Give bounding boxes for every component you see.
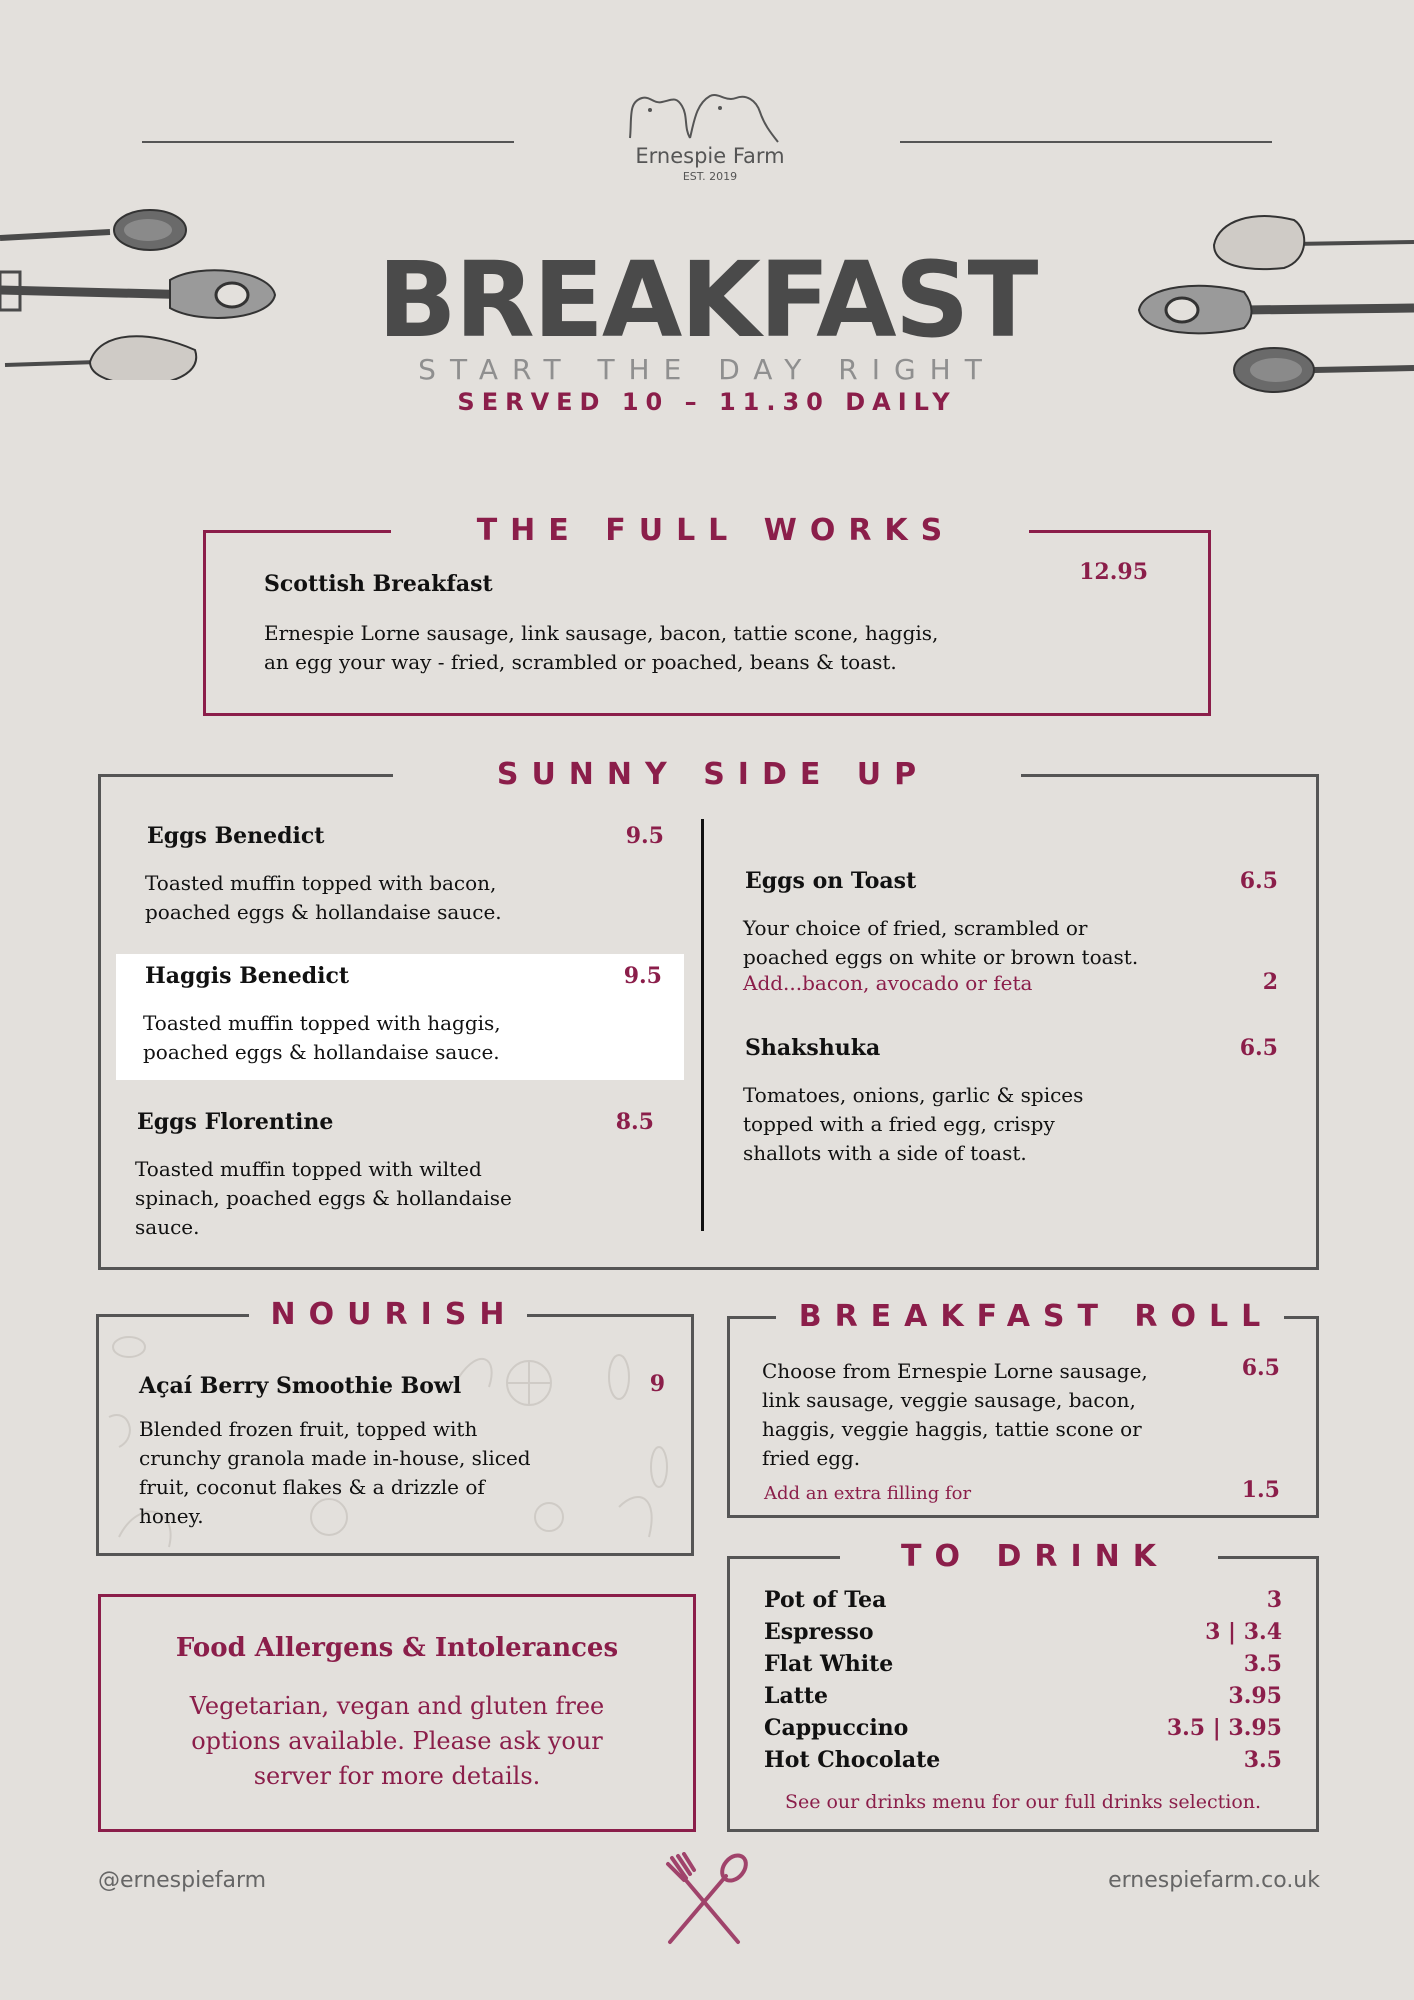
section-title-nourish: NOURISH	[249, 1291, 527, 1339]
desc-line: Blended frozen fruit, topped with	[139, 1417, 478, 1441]
crossed-fork-spoon-icon	[656, 1852, 752, 1948]
breakfast-roll-section	[727, 1299, 1319, 1518]
desc-line: Toasted muffin topped with wilted	[135, 1157, 482, 1181]
item-desc-haggis-benedict	[143, 1009, 663, 1067]
section-title-full-works: THE FULL WORKS	[391, 507, 1029, 555]
item-price-haggis-benedict: 9.5	[623, 963, 662, 989]
section-title-to-drink: TO DRINK	[840, 1533, 1218, 1581]
drink-name: Flat White	[764, 1651, 894, 1677]
drink-price: 3.5	[1243, 1651, 1282, 1677]
desc-line: fried egg.	[762, 1446, 861, 1470]
desc-line: topped with a fried egg, crispy	[743, 1112, 1055, 1136]
item-price-eggs-on-toast: 6.5	[1239, 868, 1278, 894]
desc-line: fruit, coconut flakes & a drizzle of	[139, 1475, 485, 1499]
addon-eggs-on-toast: Add...bacon, avocado or feta	[743, 971, 1033, 995]
section-title-sunny-side-up: SUNNY SIDE UP	[393, 751, 1021, 799]
desc-line: poached eggs & hollandaise sauce.	[145, 900, 502, 924]
item-name-scottish-breakfast: Scottish Breakfast	[264, 571, 493, 597]
drinks-note: See our drinks menu for our full drinks selection.	[784, 1791, 1262, 1813]
item-price-eggs-florentine: 8.5	[615, 1109, 654, 1135]
footer-website: ernespiefarm.co.uk	[1108, 1868, 1320, 1893]
allergens-line: Vegetarian, vegan and gluten free	[189, 1692, 605, 1720]
drink-name: Pot of Tea	[764, 1587, 887, 1613]
item-desc-eggs-florentine	[135, 1155, 675, 1242]
drink-row	[764, 1747, 1282, 1779]
footer-social: @ernespiefarm	[98, 1868, 267, 1893]
item-desc-scottish-breakfast	[264, 619, 1144, 677]
logo-est: EST. 2019	[682, 170, 738, 183]
desc-line: Choose from Ernespie Lorne sausage,	[762, 1359, 1148, 1383]
item-name-acai-bowl: Açaí Berry Smoothie Bowl	[139, 1373, 462, 1399]
drink-name: Hot Chocolate	[764, 1747, 941, 1773]
addon-price-eggs-on-toast: 2	[1262, 969, 1278, 995]
addon-price-extra-filling: 1.5	[1241, 1477, 1280, 1503]
nourish-section	[96, 1297, 694, 1556]
header-rule-right	[900, 141, 1272, 143]
item-name-eggs-benedict: Eggs Benedict	[147, 823, 325, 849]
full-works-section	[203, 513, 1211, 716]
logo	[620, 88, 800, 188]
drink-price: 3.95	[1228, 1683, 1282, 1709]
logo-name: Ernespie Farm	[635, 144, 785, 168]
drink-price: 3	[1266, 1587, 1282, 1613]
cutlery-sketch-left-icon	[0, 200, 280, 380]
drink-row	[764, 1651, 1282, 1683]
addon-extra-filling: Add an extra filling for	[764, 1483, 972, 1504]
desc-line: poached eggs on white or brown toast.	[743, 945, 1139, 969]
drink-price: 3 | 3.4	[1205, 1619, 1282, 1645]
desc-line: Your choice of fried, scrambled or	[743, 916, 1088, 940]
allergens-line: options available. Please ask your	[191, 1727, 603, 1755]
desc-line: Ernespie Lorne sausage, link sausage, bacon, tattie scone, haggis,	[264, 621, 939, 645]
desc-line: haggis, veggie haggis, tattie scone or	[762, 1417, 1142, 1441]
desc-line: an egg your way - fried, scrambled or poached, beans & toast.	[264, 650, 897, 674]
drink-row	[764, 1587, 1282, 1619]
drink-price: 3.5	[1243, 1747, 1282, 1773]
desc-line: shallots with a side of toast.	[743, 1141, 1027, 1165]
section-title-breakfast-roll: BREAKFAST ROLL	[776, 1293, 1284, 1341]
item-price-acai-bowl: 9	[649, 1371, 665, 1397]
item-desc-eggs-benedict	[145, 869, 665, 927]
item-name-haggis-benedict: Haggis Benedict	[145, 963, 350, 989]
tagline: START THE DAY RIGHT	[418, 353, 996, 386]
allergens-line: server for more details.	[253, 1762, 541, 1790]
item-price-breakfast-roll: 6.5	[1241, 1355, 1280, 1381]
drink-row	[764, 1715, 1282, 1747]
drink-row	[764, 1619, 1282, 1651]
drink-price: 3.5 | 3.95	[1166, 1715, 1282, 1741]
drink-name: Espresso	[764, 1619, 874, 1645]
cow-heads-icon	[620, 88, 800, 148]
serving-hours: SERVED 10 – 11.30 DAILY	[457, 388, 957, 416]
cutlery-sketch-right-icon	[1134, 200, 1414, 400]
allergens-section	[98, 1594, 696, 1832]
item-desc-acai-bowl	[139, 1415, 679, 1531]
desc-line: Toasted muffin topped with haggis,	[143, 1011, 501, 1035]
item-price-shakshuka: 6.5	[1239, 1035, 1278, 1061]
item-price-scottish-breakfast: 12.95	[1079, 559, 1148, 585]
item-name-eggs-on-toast: Eggs on Toast	[745, 868, 917, 894]
drink-name: Cappuccino	[764, 1715, 909, 1741]
drink-name: Latte	[764, 1683, 829, 1709]
sunny-side-up-section	[98, 757, 1319, 1270]
column-divider	[701, 819, 704, 1231]
item-price-eggs-benedict: 9.5	[625, 823, 664, 849]
item-name-shakshuka: Shakshuka	[745, 1035, 881, 1061]
desc-line: poached eggs & hollandaise sauce.	[143, 1040, 500, 1064]
desc-line: spinach, poached eggs & hollandaise	[135, 1186, 512, 1210]
to-drink-section	[727, 1539, 1319, 1832]
desc-line: link sausage, veggie sausage, bacon,	[762, 1388, 1136, 1412]
desc-line: crunchy granola made in-house, sliced	[139, 1446, 531, 1470]
header-rule-left	[142, 141, 514, 143]
drink-row	[764, 1683, 1282, 1715]
item-name-eggs-florentine: Eggs Florentine	[137, 1109, 334, 1135]
desc-line: sauce.	[135, 1215, 200, 1239]
item-desc-eggs-on-toast	[743, 914, 1283, 972]
allergens-text	[101, 1689, 693, 1794]
desc-line: honey.	[139, 1504, 204, 1528]
allergens-title: Food Allergens & Intolerances	[175, 1633, 619, 1663]
desc-line: Toasted muffin topped with bacon,	[145, 871, 497, 895]
item-desc-shakshuka	[743, 1081, 1283, 1168]
desc-line: Tomatoes, onions, garlic & spices	[743, 1083, 1084, 1107]
page-title: BREAKFAST	[377, 239, 1037, 361]
item-desc-breakfast-roll	[762, 1357, 1232, 1473]
